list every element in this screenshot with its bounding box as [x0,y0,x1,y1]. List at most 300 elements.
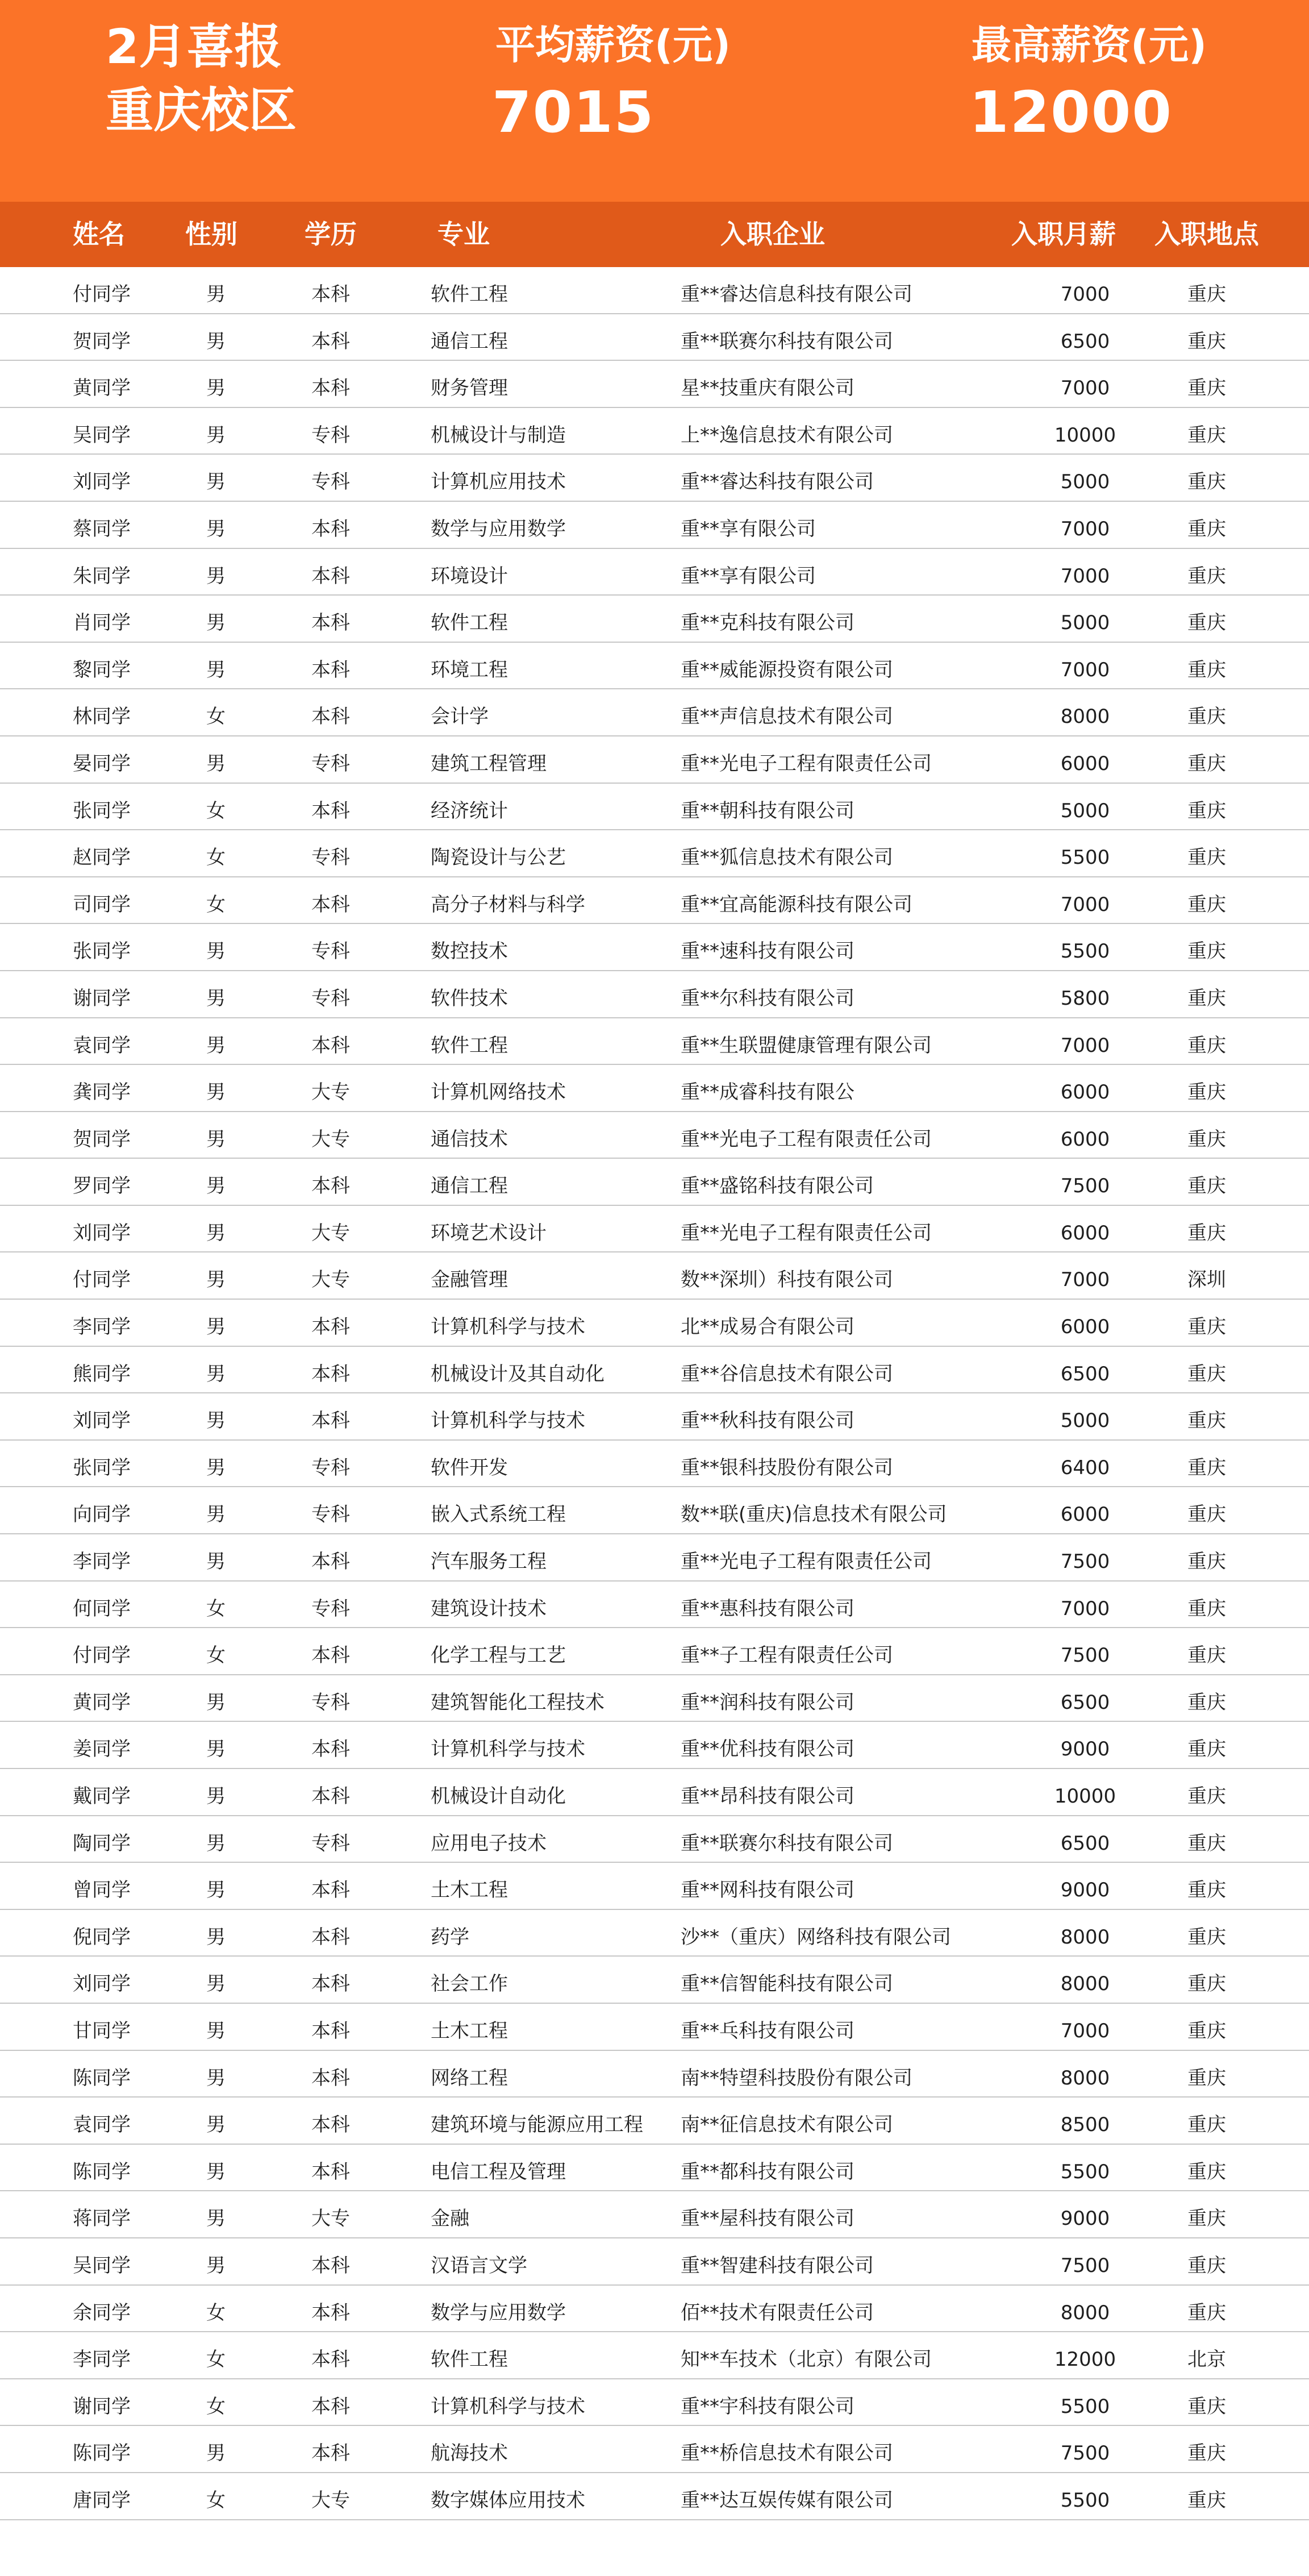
cell-gender: 男 [206,1691,226,1714]
table-row [0,784,1309,831]
cell-company: 重**达互娱传媒有限公司 [681,2488,893,2512]
cell-gender: 男 [206,1316,226,1339]
cell-degree: 专科 [311,1456,350,1479]
cell-location: 重庆 [1187,471,1226,494]
cell-location: 重庆 [1187,1644,1226,1667]
cell-name: 贺同学 [73,330,131,353]
cell-name: 熊同学 [73,1362,131,1385]
cell-gender: 男 [206,2160,226,2183]
cell-company: 重**盛铭科技有限公司 [681,1175,874,1198]
cell-location: 重庆 [1187,1785,1226,1808]
cell-location: 重庆 [1187,1597,1226,1620]
cell-name: 刘同学 [73,1409,131,1433]
cell-salary: 8000 [1060,705,1110,729]
cell-gender: 男 [206,517,226,540]
cell-name: 李同学 [73,1550,131,1574]
cell-salary: 5500 [1060,846,1110,869]
table-row [0,1300,1309,1347]
table-row [0,1910,1309,1957]
cell-major: 软件开发 [431,1456,508,1479]
table-row [0,1065,1309,1112]
cell-gender: 男 [206,564,226,588]
cell-name: 刘同学 [73,1972,131,1996]
cell-major: 数学与应用数学 [431,2301,566,2324]
table-row [0,1816,1309,1863]
cell-name: 甘同学 [73,2019,131,2042]
cell-salary: 12000 [1054,2348,1116,2371]
cell-company: 重**子工程有限责任公司 [681,1644,893,1667]
cell-location: 北京 [1187,2348,1226,2371]
cell-degree: 专科 [311,846,350,869]
cell-name: 付同学 [73,283,131,306]
table-row [0,1722,1309,1769]
cell-location: 重庆 [1187,1127,1226,1151]
header-location: 入职地点 [1154,219,1259,249]
table-row [0,1112,1309,1159]
cell-company: 重**狐信息技术有限公司 [681,846,893,869]
cell-name: 罗同学 [73,1175,131,1198]
table-row [0,596,1309,643]
cell-name: 余同学 [73,2301,131,2324]
cell-major: 计算机科学与技术 [431,1409,585,1433]
cell-salary: 7000 [1060,377,1110,400]
cell-major: 网络工程 [431,2066,508,2090]
cell-salary: 9000 [1060,1879,1110,1902]
cell-location: 重庆 [1187,1456,1226,1479]
max-salary-label: 最高薪资(元) [972,22,1207,68]
cell-major: 计算机网络技术 [431,1081,566,1104]
cell-major: 环境艺术设计 [431,1221,547,1245]
header-salary: 入职月薪 [1011,219,1116,249]
cell-name: 贺同学 [73,1127,131,1151]
campus-name: 重庆校区 [106,82,297,138]
cell-salary: 6500 [1060,1691,1110,1714]
cell-degree: 本科 [311,658,350,681]
cell-degree: 本科 [311,517,350,540]
cell-company: 重**润科技有限公司 [681,1691,854,1714]
cell-name: 倪同学 [73,1925,131,1949]
cell-degree: 专科 [311,940,350,963]
table-row [0,1393,1309,1441]
cell-location: 重庆 [1187,283,1226,306]
cell-salary: 7000 [1060,564,1110,588]
table-row [0,1582,1309,1629]
cell-name: 曾同学 [73,1879,131,1902]
cell-name: 何同学 [73,1597,131,1620]
cell-major: 航海技术 [431,2442,508,2465]
cell-gender: 男 [206,2019,226,2042]
cell-name: 肖同学 [73,611,131,635]
table-row [0,267,1309,314]
cell-major: 汉语言文学 [431,2254,527,2277]
cell-salary: 9000 [1060,1738,1110,1761]
table-header [0,202,1309,267]
cell-location: 重庆 [1187,1034,1226,1057]
cell-location: 重庆 [1187,799,1226,822]
table-row [0,2238,1309,2286]
cell-gender: 男 [206,283,226,306]
table-row [0,2286,1309,2333]
cell-gender: 男 [206,1785,226,1808]
table-row [0,314,1309,361]
cell-location: 重庆 [1187,2442,1226,2465]
cell-salary: 10000 [1054,1785,1116,1808]
cell-major: 土木工程 [431,2019,508,2042]
cell-location: 重庆 [1187,377,1226,400]
cell-salary: 7500 [1060,2442,1110,2465]
table-row [0,549,1309,596]
cell-salary: 7000 [1060,658,1110,681]
cell-gender: 男 [206,940,226,963]
cell-name: 吴同学 [73,2254,131,2277]
cell-major: 计算机科学与技术 [431,1738,585,1761]
cell-degree: 大专 [311,2488,350,2512]
header-degree: 学历 [305,219,357,249]
cell-gender: 女 [206,1644,226,1667]
cell-salary: 10000 [1054,423,1116,447]
cell-degree: 本科 [311,1362,350,1385]
cell-degree: 专科 [311,1503,350,1526]
cell-company: 重**声信息技术有限公司 [681,705,893,729]
cell-location: 重庆 [1187,2019,1226,2042]
cell-name: 陶同学 [73,1832,131,1855]
table-row [0,1675,1309,1722]
cell-name: 谢同学 [73,987,131,1010]
cell-company: 重**宇科技有限公司 [681,2395,854,2418]
cell-name: 付同学 [73,1644,131,1667]
cell-major: 社会工作 [431,1972,508,1996]
cell-major: 土木工程 [431,1879,508,1902]
cell-name: 黄同学 [73,377,131,400]
cell-gender: 男 [206,1221,226,1245]
cell-major: 数控技术 [431,940,508,963]
cell-location: 重庆 [1187,564,1226,588]
cell-name: 刘同学 [73,471,131,494]
cell-location: 深圳 [1187,1268,1226,1292]
cell-location: 重庆 [1187,330,1226,353]
cell-degree: 本科 [311,1644,350,1667]
cell-company: 上**逸信息技术有限公司 [681,423,893,447]
cell-salary: 6500 [1060,1362,1110,1385]
cell-company: 重**网科技有限公司 [681,1879,854,1902]
cell-major: 计算机科学与技术 [431,1316,585,1339]
cell-degree: 大专 [311,1127,350,1151]
cell-gender: 男 [206,1972,226,1996]
cell-gender: 男 [206,1268,226,1292]
table-row [0,1769,1309,1816]
cell-name: 陈同学 [73,2066,131,2090]
cell-degree: 本科 [311,1316,350,1339]
cell-location: 重庆 [1187,1362,1226,1385]
cell-salary: 7000 [1060,1268,1110,1292]
avg-salary-value: 7015 [492,79,655,145]
cell-salary: 6000 [1060,1316,1110,1339]
cell-company: 重**惠科技有限公司 [681,1597,854,1620]
cell-degree: 专科 [311,1691,350,1714]
table-row [0,2426,1309,2473]
table-row [0,1252,1309,1300]
cell-degree: 本科 [311,1925,350,1949]
cell-major: 应用电子技术 [431,1832,547,1855]
cell-location: 重庆 [1187,940,1226,963]
cell-major: 建筑智能化工程技术 [431,1691,605,1714]
cell-gender: 男 [206,658,226,681]
cell-company: 重**信智能科技有限公司 [681,1972,893,1996]
header-gender: 性别 [185,219,237,249]
cell-salary: 5000 [1060,611,1110,635]
table-row [0,1347,1309,1394]
cell-company: 重**睿达科技有限公司 [681,471,874,494]
cell-salary: 5500 [1060,940,1110,963]
cell-company: 重**朝科技有限公司 [681,799,854,822]
banner [0,0,1309,202]
table-row [0,2051,1309,2098]
cell-gender: 女 [206,1597,226,1620]
cell-location: 重庆 [1187,517,1226,540]
cell-salary: 7500 [1060,1175,1110,1198]
cell-degree: 本科 [311,2348,350,2371]
avg-salary-label: 平均薪资(元) [495,22,731,68]
cell-location: 重庆 [1187,2254,1226,2277]
table-body [0,267,1309,2520]
cell-degree: 大专 [311,1268,350,1292]
table-row [0,1159,1309,1206]
cell-salary: 5800 [1060,987,1110,1010]
cell-company: 重**屋科技有限公司 [681,2207,854,2230]
cell-major: 通信工程 [431,1175,508,1198]
cell-salary: 6000 [1060,1127,1110,1151]
cell-company: 重**威能源投资有限公司 [681,658,893,681]
cell-gender: 女 [206,2348,226,2371]
cell-location: 重庆 [1187,1832,1226,1855]
cell-location: 重庆 [1187,1691,1226,1714]
cell-name: 林同学 [73,705,131,729]
table-row [0,502,1309,549]
cell-salary: 7000 [1060,517,1110,540]
cell-name: 向同学 [73,1503,131,1526]
table-row [0,1628,1309,1675]
cell-company: 重**成睿科技有限公 [681,1081,854,1104]
cell-gender: 男 [206,1127,226,1151]
cell-company: 佰**技术有限责任公司 [681,2301,874,2324]
cell-name: 李同学 [73,1316,131,1339]
cell-gender: 女 [206,799,226,822]
cell-major: 经济统计 [431,799,508,822]
cell-major: 财务管理 [431,377,508,400]
cell-salary: 8000 [1060,2301,1110,2324]
cell-major: 数字媒体应用技术 [431,2488,585,2512]
table-row [0,877,1309,925]
cell-degree: 本科 [311,1034,350,1057]
cell-degree: 本科 [311,2395,350,2418]
cell-name: 朱同学 [73,564,131,588]
cell-salary: 6000 [1060,752,1110,775]
cell-degree: 专科 [311,1832,350,1855]
cell-gender: 男 [206,611,226,635]
cell-major: 软件工程 [431,2348,508,2371]
cell-major: 金融 [431,2207,469,2230]
table-row [0,971,1309,1018]
cell-degree: 本科 [311,377,350,400]
cell-gender: 女 [206,846,226,869]
cell-major: 软件技术 [431,987,508,1010]
cell-company: 重**光电子工程有限责任公司 [681,752,932,775]
cell-degree: 本科 [311,1409,350,1433]
table-row [0,736,1309,784]
table-row [0,1957,1309,2004]
cell-degree: 本科 [311,1785,350,1808]
cell-location: 重庆 [1187,2113,1226,2137]
cell-degree: 本科 [311,1972,350,1996]
cell-gender: 男 [206,1362,226,1385]
cell-name: 司同学 [73,893,131,916]
cell-name: 陈同学 [73,2160,131,2183]
cell-location: 重庆 [1187,2066,1226,2090]
cell-gender: 男 [206,2113,226,2137]
table-row [0,2191,1309,2238]
cell-major: 建筑工程管理 [431,752,547,775]
cell-company: 重**光电子工程有限责任公司 [681,1550,932,1574]
cell-company: 重**睿达信息科技有限公司 [681,283,912,306]
header-name: 姓名 [73,219,125,249]
cell-name: 黎同学 [73,658,131,681]
cell-gender: 男 [206,423,226,447]
cell-gender: 男 [206,1503,226,1526]
cell-name: 张同学 [73,799,131,822]
cell-company: 重**都科技有限公司 [681,2160,854,2183]
cell-gender: 男 [206,1550,226,1574]
cell-major: 软件工程 [431,1034,508,1057]
cell-gender: 男 [206,1081,226,1104]
cell-gender: 男 [206,1034,226,1057]
table-row [0,1487,1309,1534]
cell-gender: 男 [206,1832,226,1855]
cell-salary: 6000 [1060,1221,1110,1245]
cell-location: 重庆 [1187,1221,1226,1245]
cell-name: 赵同学 [73,846,131,869]
cell-company: 重**联赛尔科技有限公司 [681,330,893,353]
cell-degree: 大专 [311,2207,350,2230]
cell-company: 重**克科技有限公司 [681,611,854,635]
cell-location: 重庆 [1187,1550,1226,1574]
cell-degree: 本科 [311,2019,350,2042]
cell-major: 陶瓷设计与公艺 [431,846,566,869]
cell-degree: 大专 [311,1221,350,1245]
cell-major: 电信工程及管理 [431,2160,566,2183]
cell-salary: 7500 [1060,1644,1110,1667]
cell-salary: 8500 [1060,2113,1110,2137]
cell-gender: 男 [206,330,226,353]
cell-major: 环境设计 [431,564,508,588]
cell-salary: 6000 [1060,1081,1110,1104]
table-row [0,455,1309,502]
max-salary-value: 12000 [969,79,1173,145]
cell-company: 重**宜高能源科技有限公司 [681,893,912,916]
cell-location: 重庆 [1187,2207,1226,2230]
cell-gender: 男 [206,752,226,775]
cell-company: 重**尔科技有限公司 [681,987,854,1010]
cell-degree: 专科 [311,423,350,447]
cell-degree: 专科 [311,471,350,494]
cell-gender: 女 [206,705,226,729]
cell-company: 重**享有限公司 [681,517,816,540]
cell-location: 重庆 [1187,1738,1226,1761]
header-company: 入职企业 [720,219,825,249]
cell-gender: 男 [206,2207,226,2230]
table-row [0,2004,1309,2051]
cell-major: 化学工程与工艺 [431,1644,566,1667]
cell-name: 付同学 [73,1268,131,1292]
cell-major: 汽车服务工程 [431,1550,547,1574]
header-major: 专业 [437,219,490,249]
cell-degree: 专科 [311,987,350,1010]
cell-gender: 男 [206,2066,226,2090]
table-row [0,830,1309,877]
cell-name: 谢同学 [73,2395,131,2418]
cell-salary: 7500 [1060,1550,1110,1574]
report-title: 2月喜报 [106,19,282,74]
cell-salary: 7000 [1060,283,1110,306]
cell-location: 重庆 [1187,752,1226,775]
cell-gender: 男 [206,1738,226,1761]
cell-company: 重**享有限公司 [681,564,816,588]
cell-company: 重**秋科技有限公司 [681,1409,854,1433]
cell-salary: 8000 [1060,1925,1110,1949]
cell-gender: 男 [206,377,226,400]
cell-degree: 专科 [311,1597,350,1620]
cell-major: 数学与应用数学 [431,517,566,540]
table-row [0,2332,1309,2379]
cell-salary: 5000 [1060,799,1110,822]
cell-gender: 男 [206,1456,226,1479]
cell-location: 重庆 [1187,2395,1226,2418]
cell-location: 重庆 [1187,846,1226,869]
cell-location: 重庆 [1187,705,1226,729]
cell-location: 重庆 [1187,2488,1226,2512]
cell-major: 建筑设计技术 [431,1597,547,1620]
cell-major: 通信技术 [431,1127,508,1151]
cell-company: 重**速科技有限公司 [681,940,854,963]
cell-salary: 5500 [1060,2488,1110,2512]
cell-degree: 本科 [311,2066,350,2090]
cell-degree: 本科 [311,2113,350,2137]
cell-salary: 6000 [1060,1503,1110,1526]
cell-company: 重**银科技股份有限公司 [681,1456,893,1479]
cell-degree: 本科 [311,2254,350,2277]
cell-salary: 8000 [1060,1972,1110,1996]
cell-name: 戴同学 [73,1785,131,1808]
cell-gender: 男 [206,1175,226,1198]
cell-name: 吴同学 [73,423,131,447]
cell-gender: 男 [206,471,226,494]
cell-salary: 8000 [1060,2066,1110,2090]
cell-major: 药学 [431,1925,469,1949]
cell-degree: 本科 [311,1175,350,1198]
cell-gender: 女 [206,2488,226,2512]
cell-name: 陈同学 [73,2442,131,2465]
table-row [0,1206,1309,1253]
cell-degree: 本科 [311,2301,350,2324]
cell-salary: 9000 [1060,2207,1110,2230]
cell-salary: 7000 [1060,893,1110,916]
cell-degree: 本科 [311,283,350,306]
cell-gender: 女 [206,2301,226,2324]
cell-company: 重**联赛尔科技有限公司 [681,1832,893,1855]
cell-degree: 专科 [311,752,350,775]
cell-location: 重庆 [1187,611,1226,635]
cell-degree: 本科 [311,1879,350,1902]
cell-location: 重庆 [1187,2160,1226,2183]
